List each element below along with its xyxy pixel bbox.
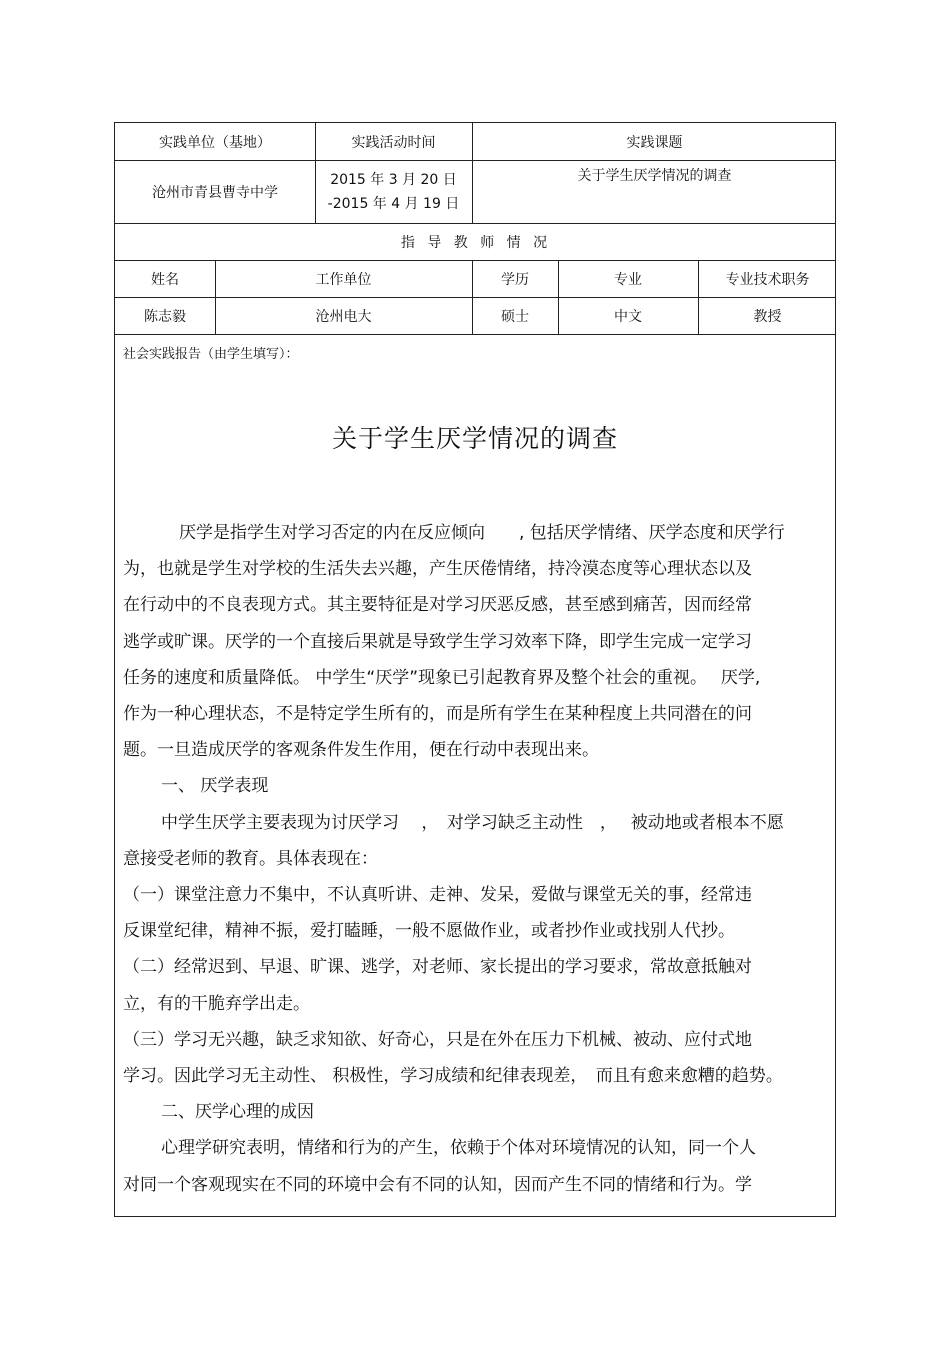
teacher-header-major: 专业	[614, 271, 642, 288]
teacher-header-workplace: 工作单位	[315, 271, 372, 288]
practice-time-end: -2015 年 4 月 19 日	[327, 195, 460, 212]
teacher-workplace: 沧州电大	[315, 308, 372, 325]
report-line: 学习。因此学习无主动性、 积极性，学习成绩和纪律表现差， 而且有愈来愈糟的趋势。	[123, 1066, 783, 1087]
report-line: 在行动中的不良表现方式。其主要特征是对学习厌恶反感，甚至感到痛苦，因而经常	[123, 595, 752, 616]
report-body	[123, 515, 827, 1203]
report-line: 为，也就是学生对学校的生活失去兴趣，产生厌倦情绪，持冷漠态度等心理状态以及	[123, 559, 752, 580]
report-line: 作为一种心理状态，不是特定学生所有的，而是所有学生在某种程度上共同潜在的问	[123, 704, 752, 725]
teacher-section-title: 指 导 教 师 情 况	[400, 234, 552, 251]
row-divider	[115, 334, 835, 335]
report-line: 反课堂纪律，精神不振，爱打瞌睡，一般不愿做作业，或者抄作业或找别人代抄。	[123, 921, 735, 942]
report-line: 厌学是指学生对学习否定的内在反应倾向 , 包括厌学情绪、厌学态度和厌学行	[179, 523, 785, 543]
report-line: 对同一个客观现实在不同的环境中会有不同的认知，因而产生不同的情绪和行为。学	[123, 1174, 752, 1195]
report-line: 题。一旦造成厌学的客观条件发生作用，便在行动中表现出来。	[123, 740, 599, 761]
section-heading: 二、厌学心理的成因	[161, 1102, 314, 1123]
header-practice-topic: 实践课题	[626, 134, 683, 151]
report-line: 心理学研究表明，情绪和行为的产生，依赖于个体对环境情况的认知，同一个人	[161, 1138, 756, 1159]
teacher-degree: 硕士	[501, 308, 529, 325]
practice-time-start: 2015 年 3 月 20 日	[330, 171, 457, 188]
teacher-header-degree: 学历	[501, 271, 529, 288]
report-label: 社会实践报告（由学生填写）：	[123, 347, 299, 362]
section-heading: 一、 厌学表现	[161, 776, 269, 797]
header-practice-unit: 实践单位（基地）	[159, 134, 271, 151]
report-line: 逃学或旷课。厌学的一个直接后果就是导致学生学习效率下降，即学生完成一定学习	[123, 631, 752, 652]
report-line: 立，有的干脆弃学出走。	[123, 993, 310, 1014]
report-line: （一）课堂注意力不集中，不认真听讲、走神、发呆，爱做与课堂无关的事，经常违	[123, 885, 752, 906]
teacher-title: 教授	[753, 308, 782, 325]
practice-topic-value: 关于学生厌学情况的调查	[577, 168, 732, 184]
teacher-header-title: 专业技术职务	[725, 271, 810, 288]
practice-report-form	[114, 122, 836, 1217]
report-line: （三）学习无兴趣，缺乏求知欲、好奇心，只是在外在压力下机械、被动、应付式地	[123, 1029, 752, 1050]
report-line: 中学生厌学主要表现为讨厌学习 ， 对学习缺乏主动性 ， 被动地或者根本不愿	[161, 812, 784, 833]
report-line: 意接受老师的教育。具体表现在：	[123, 848, 378, 869]
teacher-major: 中文	[614, 308, 642, 325]
teacher-name: 陈志毅	[144, 308, 186, 325]
teacher-header-name: 姓名	[151, 271, 179, 288]
header-practice-time: 实践活动时间	[351, 134, 436, 151]
practice-unit-value: 沧州市青县曹寺中学	[152, 184, 278, 201]
practice-time-value	[315, 160, 472, 223]
report-line: 任务的速度和质量降低。 中学生“厌学”现象已引起教育界及整个社会的重视。 厌学,	[123, 667, 761, 688]
report-title: 关于学生厌学情况的调查	[331, 424, 618, 453]
report-line: （二）经常迟到、早退、旷课、逃学，对老师、家长提出的学习要求，常故意抵触对	[123, 957, 752, 978]
